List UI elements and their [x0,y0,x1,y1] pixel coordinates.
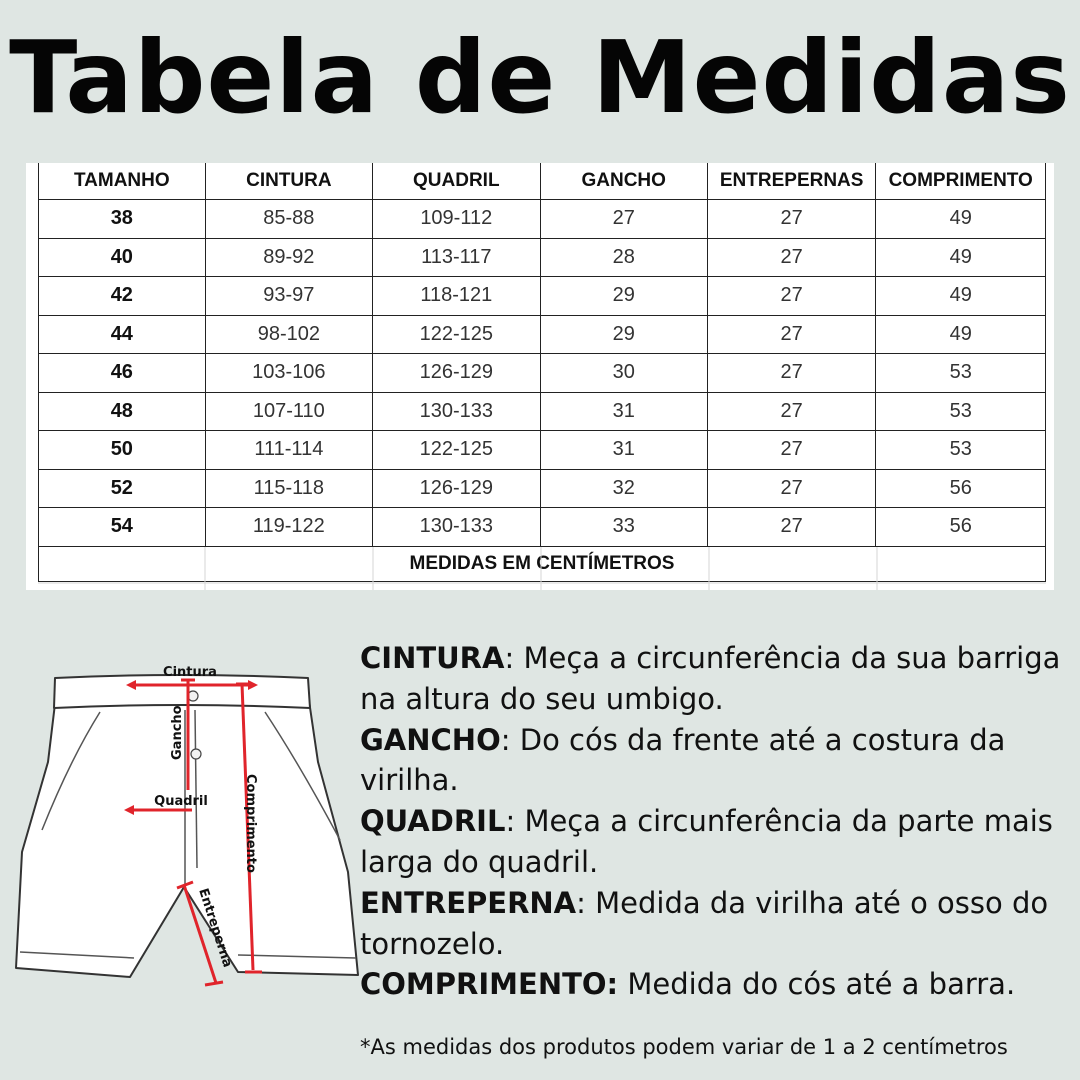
size-cell: 52 [39,469,206,508]
legend-item [360,638,1075,720]
header-cintura: CINTURA [205,163,372,200]
measure-cell: 49 [876,238,1046,277]
table-row [39,238,1046,277]
measure-cell: 107-110 [205,392,372,431]
measure-cell: 29 [540,277,707,316]
size-cell: 40 [39,238,206,277]
legend-text: Medida da virilha até o osso do tornozelo. [360,885,1049,961]
measure-cell: 28 [540,238,707,277]
measure-cell: 27 [707,277,876,316]
measure-cell: 122-125 [373,431,540,470]
size-cell: 46 [39,354,206,393]
measure-cell: 53 [876,392,1046,431]
measure-cell: 56 [876,508,1046,547]
spreadsheet-gridlines [38,547,1046,590]
header-tamanho: TAMANHO [39,163,206,200]
measure-cell: 27 [707,354,876,393]
measure-cell: 33 [540,508,707,547]
header-entrepernas: ENTREPERNAS [707,163,876,200]
measure-cell: 109-112 [373,200,540,239]
legend-term: COMPRIMENTO: [360,967,619,1002]
header-comprimento: COMPRIMENTO [876,163,1046,200]
table-row [39,315,1046,354]
table-row [39,508,1046,547]
measure-cell: 115-118 [205,469,372,508]
legend-separator: : [500,722,520,757]
legend-item [360,883,1075,965]
table-header-row [39,163,1046,200]
header-quadril: QUADRIL [373,163,540,200]
table-row [39,200,1046,239]
legend-separator: : [505,804,525,839]
measure-cell: 30 [540,354,707,393]
shorts-diagram [0,650,360,1000]
legend-text: Meça a circunferência da parte mais larga do quadril. [360,804,1053,879]
measure-cell: 27 [707,431,876,470]
disclaimer-note: *As medidas dos produtos podem variar de 1 a 2 centímetros [360,1035,1008,1059]
size-table [38,163,1046,582]
size-table-sheet [26,163,1054,590]
measure-cell: 49 [876,200,1046,239]
measure-cell: 27 [540,200,707,239]
measure-cell: 126-129 [373,469,540,508]
measure-cell: 130-133 [373,508,540,547]
legend-text: Meça a circunferência da sua barriga na altura do seu umbigo. [360,641,1061,716]
measure-cell: 53 [876,354,1046,393]
measure-cell: 49 [876,277,1046,316]
measure-cell: 103-106 [205,354,372,393]
measure-cell: 49 [876,315,1046,354]
measure-cell: 93-97 [205,277,372,316]
measure-cell: 98-102 [205,315,372,354]
measure-cell: 27 [707,469,876,508]
measurement-legend [360,638,1075,1005]
measure-cell: 53 [876,431,1046,470]
table-row [39,354,1046,393]
label-entreperna: Entreperna [195,886,235,970]
legend-term: CINTURA [360,641,505,675]
table-row [39,469,1046,508]
measure-cell: 32 [540,469,707,508]
header-gancho: GANCHO [540,163,707,200]
legend-text: Do cós da frente até a costura da virilha. [360,722,1006,798]
measure-cell: 118-121 [373,277,540,316]
measure-cell: 31 [540,392,707,431]
measure-cell: 126-129 [373,354,540,393]
measure-cell: 119-122 [205,508,372,547]
measure-cell: 27 [707,508,876,547]
table-footer: MEDIDAS EM CENTÍMETROS [39,546,1046,581]
legend-item [360,964,1075,1005]
legend-separator: : [504,641,524,675]
table-row [39,392,1046,431]
measure-cell: 111-114 [205,431,372,470]
legend-separator: : [576,885,596,920]
measure-cell: 31 [540,431,707,470]
label-cintura: Cintura [163,665,217,680]
legend-term: ENTREPERNA [360,885,577,920]
size-cell: 48 [39,392,206,431]
measure-cell: 27 [707,238,876,277]
size-cell: 44 [39,315,206,354]
legend-item [360,720,1075,802]
label-quadril: Quadril [154,794,208,809]
size-cell: 54 [39,508,206,547]
page-title: Tabela de Medidas [9,19,1071,136]
legend-term: QUADRIL [360,804,506,839]
legend-term: GANCHO [360,722,501,757]
measure-cell: 29 [540,315,707,354]
measure-cell: 27 [707,315,876,354]
measure-cell: 56 [876,469,1046,508]
size-cell: 50 [39,431,206,470]
size-cell: 42 [39,277,206,316]
table-row [39,277,1046,316]
measure-cell: 27 [707,200,876,239]
legend-separator [618,967,627,1001]
size-cell: 38 [39,200,206,239]
measure-cell: 85-88 [205,200,372,239]
measure-cell: 122-125 [373,315,540,354]
table-body [39,200,1046,547]
table-row [39,431,1046,470]
measure-cell: 27 [707,392,876,431]
label-comprimento: Comprimento [243,774,258,873]
legend-item [360,801,1075,883]
label-gancho: Gancho [170,705,185,760]
measure-cell: 89-92 [205,238,372,277]
measure-cell: 130-133 [373,392,540,431]
measure-cell: 113-117 [373,238,540,277]
legend-text: Medida do cós até a barra. [627,967,1016,1002]
